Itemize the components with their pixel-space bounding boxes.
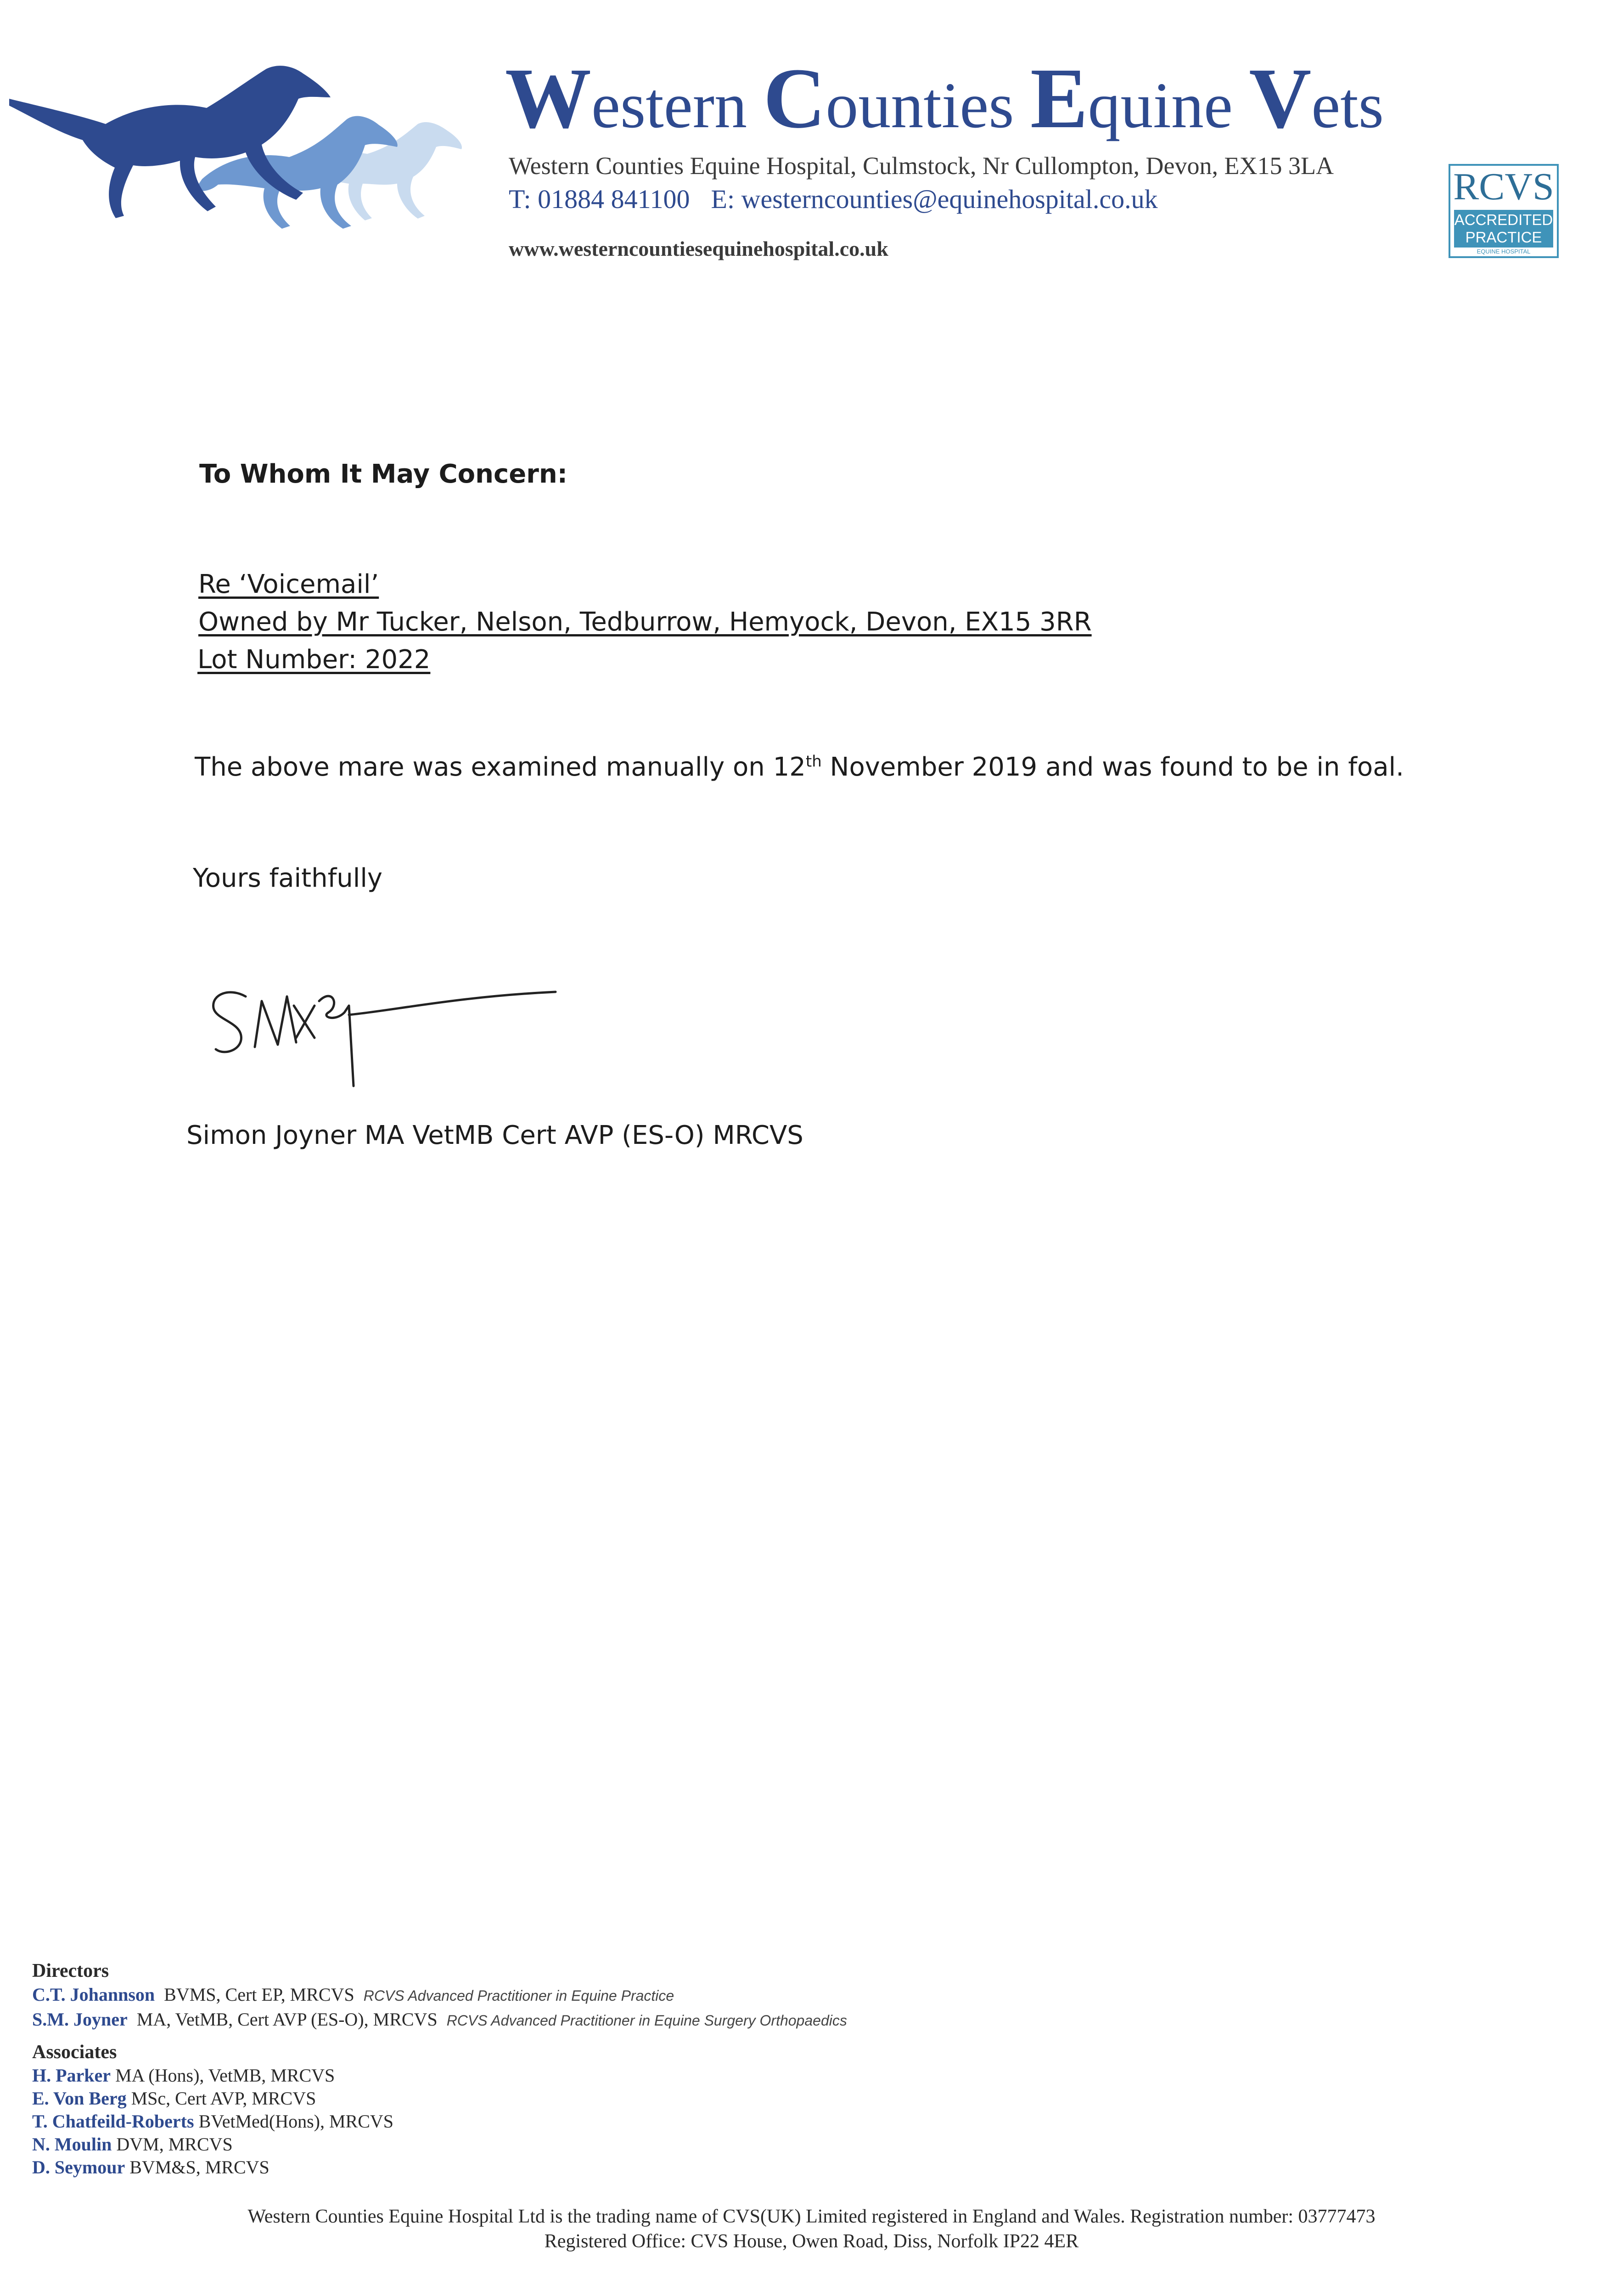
- associates-list: [32, 2064, 393, 2179]
- directors-heading: Directors: [32, 1960, 109, 1981]
- legal-line: Western Counties Equine Hospital Ltd is the trading name of CVS(UK) Limited registered in England and Wales. Registration number: 03777473: [247, 2206, 1376, 2227]
- signatory-name: Simon Joyner MA VetMB Cert AVP (ES-O) MRCVS: [186, 1120, 803, 1150]
- person-role: RCVS Advanced Practitioner in Equine Surgery Orthopaedics: [446, 2012, 847, 2029]
- directors-list: [32, 1983, 847, 2032]
- brand-word: Equine: [1030, 50, 1233, 146]
- person-name: N. Moulin: [32, 2134, 112, 2155]
- associate-entry: [32, 2064, 393, 2087]
- person-quals: BVetMed(Hons), MRCVS: [198, 2111, 394, 2132]
- person-quals: MA, VetMB, Cert AVP (ES-O), MRCVS: [136, 2009, 438, 2030]
- practice-name: [505, 50, 1384, 146]
- salutation: To Whom It May Concern:: [199, 459, 568, 489]
- person-name: H. Parker: [32, 2065, 111, 2086]
- galloping-horses-icon: [9, 55, 487, 230]
- director-entry: [32, 2008, 847, 2032]
- contact-line: [509, 184, 1158, 214]
- badge-small-text: EQUINE HOSPITAL: [1477, 248, 1531, 255]
- person-name: E. Von Berg: [32, 2088, 127, 2109]
- badge-line-1: ACCREDITED: [1454, 211, 1553, 228]
- brand-word: Western: [505, 50, 747, 146]
- person-name: C.T. Johannson: [32, 1984, 155, 2005]
- brand-word: Vets: [1249, 50, 1384, 146]
- email-address: E: westerncounties@equinehospital.co.uk: [711, 184, 1158, 214]
- person-quals: DVM, MRCVS: [116, 2134, 233, 2155]
- website-url: www.westerncountiesequinehospital.co.uk: [509, 237, 888, 260]
- director-entry: [32, 1983, 847, 2008]
- badge-band: [1454, 210, 1553, 248]
- person-quals: MSc, Cert AVP, MRCVS: [131, 2088, 316, 2109]
- paragraph-text: November 2019 and was found to be in foal.: [821, 752, 1404, 782]
- person-quals: MA (Hons), VetMB, MRCVS: [115, 2065, 335, 2086]
- person-role: RCVS Advanced Practitioner in Equine Practice: [363, 1987, 674, 2004]
- associate-entry: [32, 2133, 393, 2156]
- person-quals: BVMS, Cert EP, MRCVS: [164, 1984, 354, 2005]
- legal-footer: [0, 2204, 1623, 2254]
- closing: Yours faithfully: [193, 863, 383, 893]
- paragraph-text: The above mare was examined manually on 12: [195, 752, 806, 782]
- signature-icon: [202, 969, 578, 1102]
- practice-address: Western Counties Equine Hospital, Culmstock, Nr Cullompton, Devon, EX15 3LA: [509, 152, 1334, 180]
- rcvs-mark: RCVS: [1453, 165, 1554, 208]
- person-name: T. Chatfeild-Roberts: [32, 2111, 194, 2132]
- phone-number: T: 01884 841100: [509, 184, 690, 214]
- reference-line: Owned by Mr Tucker, Nelson, Tedburrow, Hemyock, Devon, EX15 3RR: [198, 607, 1092, 637]
- associate-entry: [32, 2087, 393, 2110]
- person-quals: BVM&S, MRCVS: [129, 2157, 270, 2178]
- rcvs-accredited-badge: [1449, 164, 1559, 258]
- body-paragraph: [195, 752, 1404, 782]
- ordinal-suffix: th: [805, 752, 822, 771]
- associate-entry: [32, 2110, 393, 2133]
- associates-heading: Associates: [32, 2042, 117, 2063]
- brand-word: Counties: [763, 50, 1014, 146]
- legal-line: Registered Office: CVS House, Owen Road, Diss, Norfolk IP22 4ER: [544, 2231, 1079, 2252]
- reference-line: Re ‘Voicemail’: [198, 569, 379, 599]
- associate-entry: [32, 2156, 393, 2179]
- reference-line: Lot Number: 2022: [197, 645, 431, 675]
- badge-line-2: PRACTICE: [1465, 229, 1542, 246]
- person-name: D. Seymour: [32, 2157, 125, 2178]
- person-name: S.M. Joyner: [32, 2009, 128, 2030]
